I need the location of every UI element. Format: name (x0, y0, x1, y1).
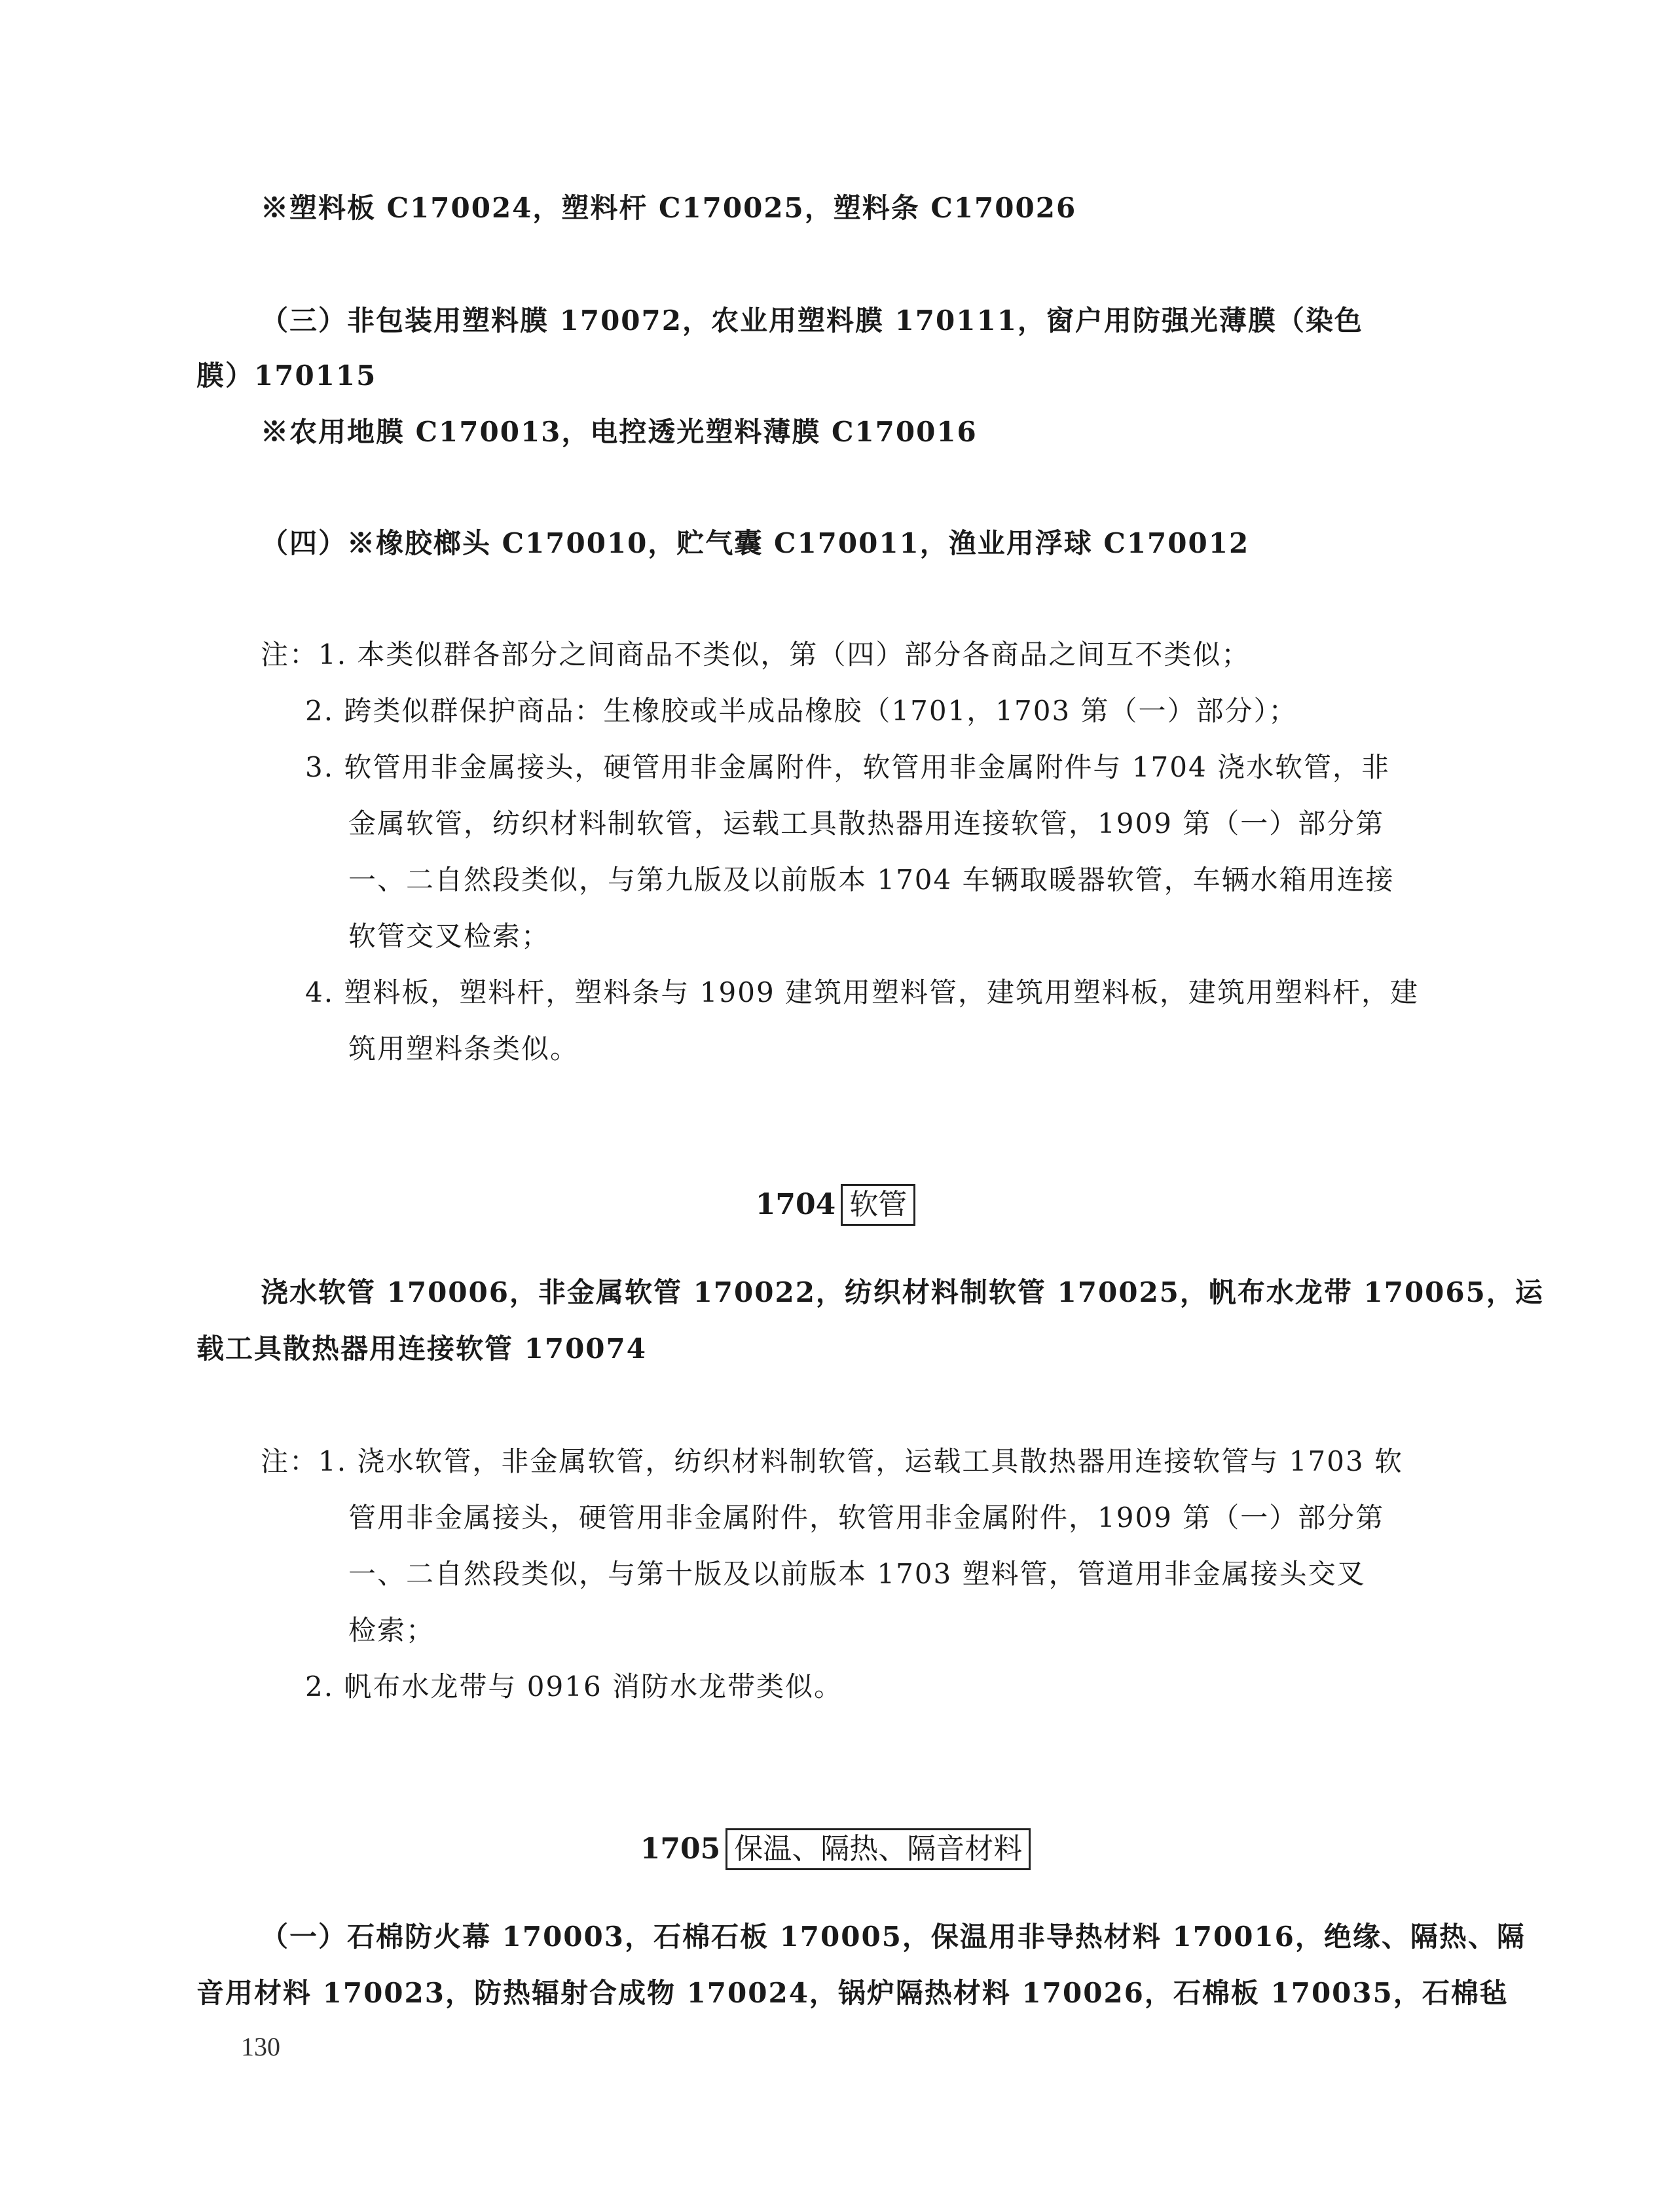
line-1705-goods-cont: 音用材料 170023，防热辐射合成物 170024，锅炉隔热材料 170026，石棉板 170035，石棉毡 (196, 1977, 1509, 2009)
note-3-cont3: 软管交叉检索； (348, 920, 551, 952)
note-2: 2. 跨类似群保护商品：生橡胶或半成品橡胶（1701，1703 第（一）部分）； (305, 695, 1298, 727)
line-section-3: （三）非包装用塑料膜 170072，农业用塑料膜 170111，窗户用防强光薄膜（染色 (261, 304, 1363, 337)
note-3: 3. 软管用非金属接头，硬管用非金属附件，软管用非金属附件与 1704 浇水软管，非 (305, 751, 1391, 783)
line-plastic-boards: ※塑料板 C170024，塑料杆 C170025，塑料条 C170026 (261, 192, 1077, 224)
note-1704-2: 2. 帆布水龙带与 0916 消防水龙带类似。 (305, 1670, 843, 1703)
section-code: 1705 (640, 1832, 721, 1866)
section-heading-1705 (0, 1828, 1671, 1870)
line-1704-goods: 浇水软管 170006，非金属软管 170022，纺织材料制软管 170025，帆布水龙带 170065，运 (261, 1276, 1544, 1308)
page-number: 130 (241, 2032, 280, 2061)
note-1704-1-cont2: 一、二自然段类似，与第十版及以前版本 1703 塑料管，管道用非金属接头交叉 (348, 1558, 1366, 1590)
note-1704-1: 注：1. 浇水软管，非金属软管，纺织材料制软管，运载工具散热器用连接软管与 1703 软 (261, 1445, 1404, 1477)
note-4: 4. 塑料板，塑料杆，塑料条与 1909 建筑用塑料管，建筑用塑料板，建筑用塑料杆，建 (305, 976, 1420, 1008)
note-1: 注：1. 本类似群各部分之间商品不类似，第（四）部分各商品之间互不类似； (261, 638, 1251, 671)
line-agri-film: ※农用地膜 C170013，电控透光塑料薄膜 C170016 (261, 416, 978, 448)
line-1704-goods-cont: 载工具散热器用连接软管 170074 (196, 1333, 647, 1365)
section-code: 1704 (755, 1188, 836, 1221)
note-3-cont1: 金属软管，纺织材料制软管，运载工具散热器用连接软管，1909 第（一）部分第 (348, 807, 1385, 839)
note-4-cont: 筑用塑料条类似。 (348, 1033, 579, 1065)
section-heading-1704 (0, 1184, 1671, 1226)
note-1704-1-cont3: 检索； (348, 1614, 435, 1646)
section-title: 保温、隔热、隔音材料 (725, 1828, 1031, 1870)
note-3-cont2: 一、二自然段类似，与第九版及以前版本 1704 车辆取暖器软管，车辆水箱用连接 (348, 864, 1395, 896)
line-section-3-cont: 膜）170115 (196, 359, 377, 392)
note-1704-1-cont1: 管用非金属接头，硬管用非金属附件，软管用非金属附件，1909 第（一）部分第 (348, 1502, 1385, 1534)
line-1705-goods: （一）石棉防火幕 170003，石棉石板 170005，保温用非导热材料 170016，绝缘、隔热、隔 (261, 1921, 1526, 1953)
section-title: 软管 (841, 1184, 915, 1226)
line-section-4: （四）※橡胶榔头 C170010，贮气囊 C170011，渔业用浮球 C170012 (261, 527, 1250, 559)
